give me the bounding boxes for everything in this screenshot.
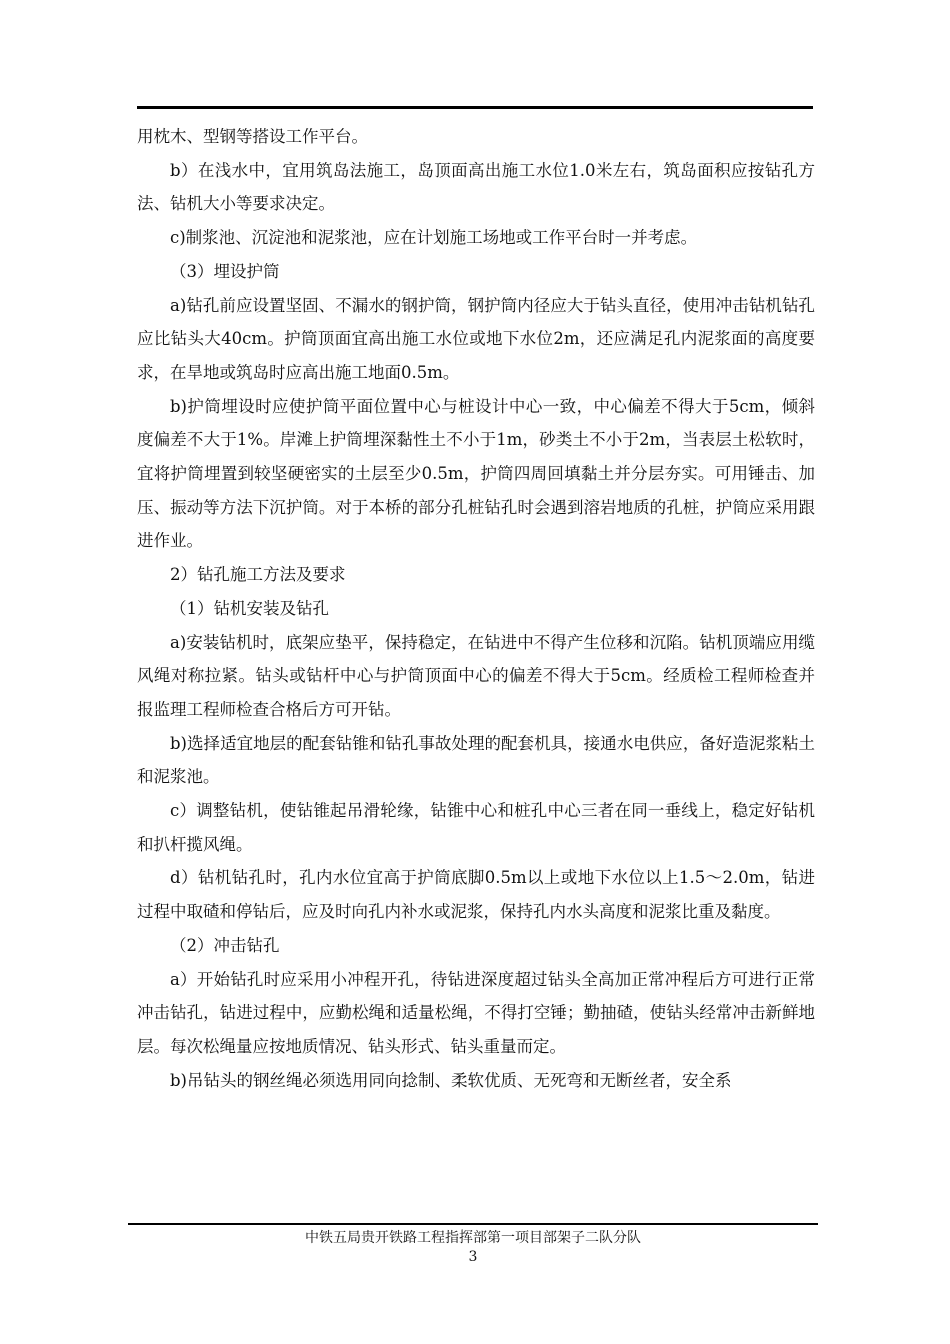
paragraph: b)吊钻头的钢丝绳必须选用同向捻制、柔软优质、无死弯和无断丝者，安全系 — [170, 1070, 732, 1090]
paragraph: 2）钻孔施工方法及要求 — [170, 565, 346, 585]
paragraph: b)护筒埋设时应使护筒平面位置中心与桩设计中心一致，中心偏差不得大于5cm，倾斜度偏差不大于1%。岸滩上护筒埋深黏性土不小于1m，砂类土不小于2m，当表层土松软时，宜将护筒埋置到较坚硬密实的土层至少0.5m，护筒四周回填黏土并分层夯实。可用锤击、加压、振动等方法下沉护筒。对于本桥的部分孔桩钻孔时会遇到溶岩地质的孔桩，护筒应采用跟进作业。 — [137, 396, 815, 551]
footer-org: 中铁五局贵开铁路工程指挥部第一项目部架子二队分队 — [305, 1230, 641, 1246]
paragraph: c）调整钻机，使钻锥起吊滑轮缘，钻锥中心和桩孔中心三者在同一垂线上，稳定好钻机和扒杆揽风绳。 — [137, 801, 815, 854]
paragraph: （2）冲击钻孔 — [170, 935, 280, 955]
paragraph: b）在浅水中，宜用筑岛法施工，岛顶面高出施工水位1.0米左右，筑岛面积应按钻孔方法、钻机大小等要求决定。 — [137, 160, 815, 214]
paragraph: a）开始钻孔时应采用小冲程开孔，待钻进深度超过钻头全高加正常冲程后方可进行正常冲击钻孔，钻进过程中，应勤松绳和适量松绳，不得打空锤；勤抽碴，使钻头经常冲击新鲜地层。每次松绳量应按地质情况、钻头形式、钻头重量而定。 — [137, 969, 815, 1056]
paragraph: a)钻孔前应设置坚固、不漏水的钢护筒，钢护筒内径应大于钻头直径，使用冲击钻机钻孔应比钻头大40cm。护筒顶面宜高出施工水位或地下水位2m，还应满足孔内泥浆面的高度要求，在旱地或筑岛时应高出施工地面0.5m。 — [137, 295, 815, 382]
paragraph: a)安装钻机时，底架应垫平，保持稳定，在钻进中不得产生位移和沉陷。钻机顶端应用缆风绳对称拉紧。钻头或钻杆中心与护筒顶面中心的偏差不得大于5cm。经质检工程师检查并报监理工程师检查合格后方可开钻。 — [137, 632, 815, 719]
footer-rule — [128, 1223, 818, 1225]
paragraph: （1）钻机安装及钻孔 — [170, 598, 329, 618]
paragraph: b)选择适宜地层的配套钻锥和钻孔事故处理的配套机具，接通水电供应，备好造泥浆粘土和泥浆池。 — [137, 733, 815, 787]
paragraph: c)制浆池、沉淀池和泥浆池，应在计划施工场地或工作平台时一并考虑。 — [170, 228, 698, 248]
paragraph: 用枕木、型钢等搭设工作平台。 — [137, 127, 368, 146]
paragraph: d）钻机钻孔时，孔内水位宜高于护筒底脚0.5m以上或地下水位以上1.5～2.0m，钻进过程中取碴和停钻后，应及时向孔内补水或泥浆，保持孔内水头高度和泥浆比重及黏度。 — [137, 868, 815, 922]
document-body — [137, 120, 815, 1097]
header-rule — [137, 106, 813, 109]
paragraph: （3）埋设护筒 — [170, 261, 280, 281]
page-number: 3 — [468, 1249, 478, 1265]
